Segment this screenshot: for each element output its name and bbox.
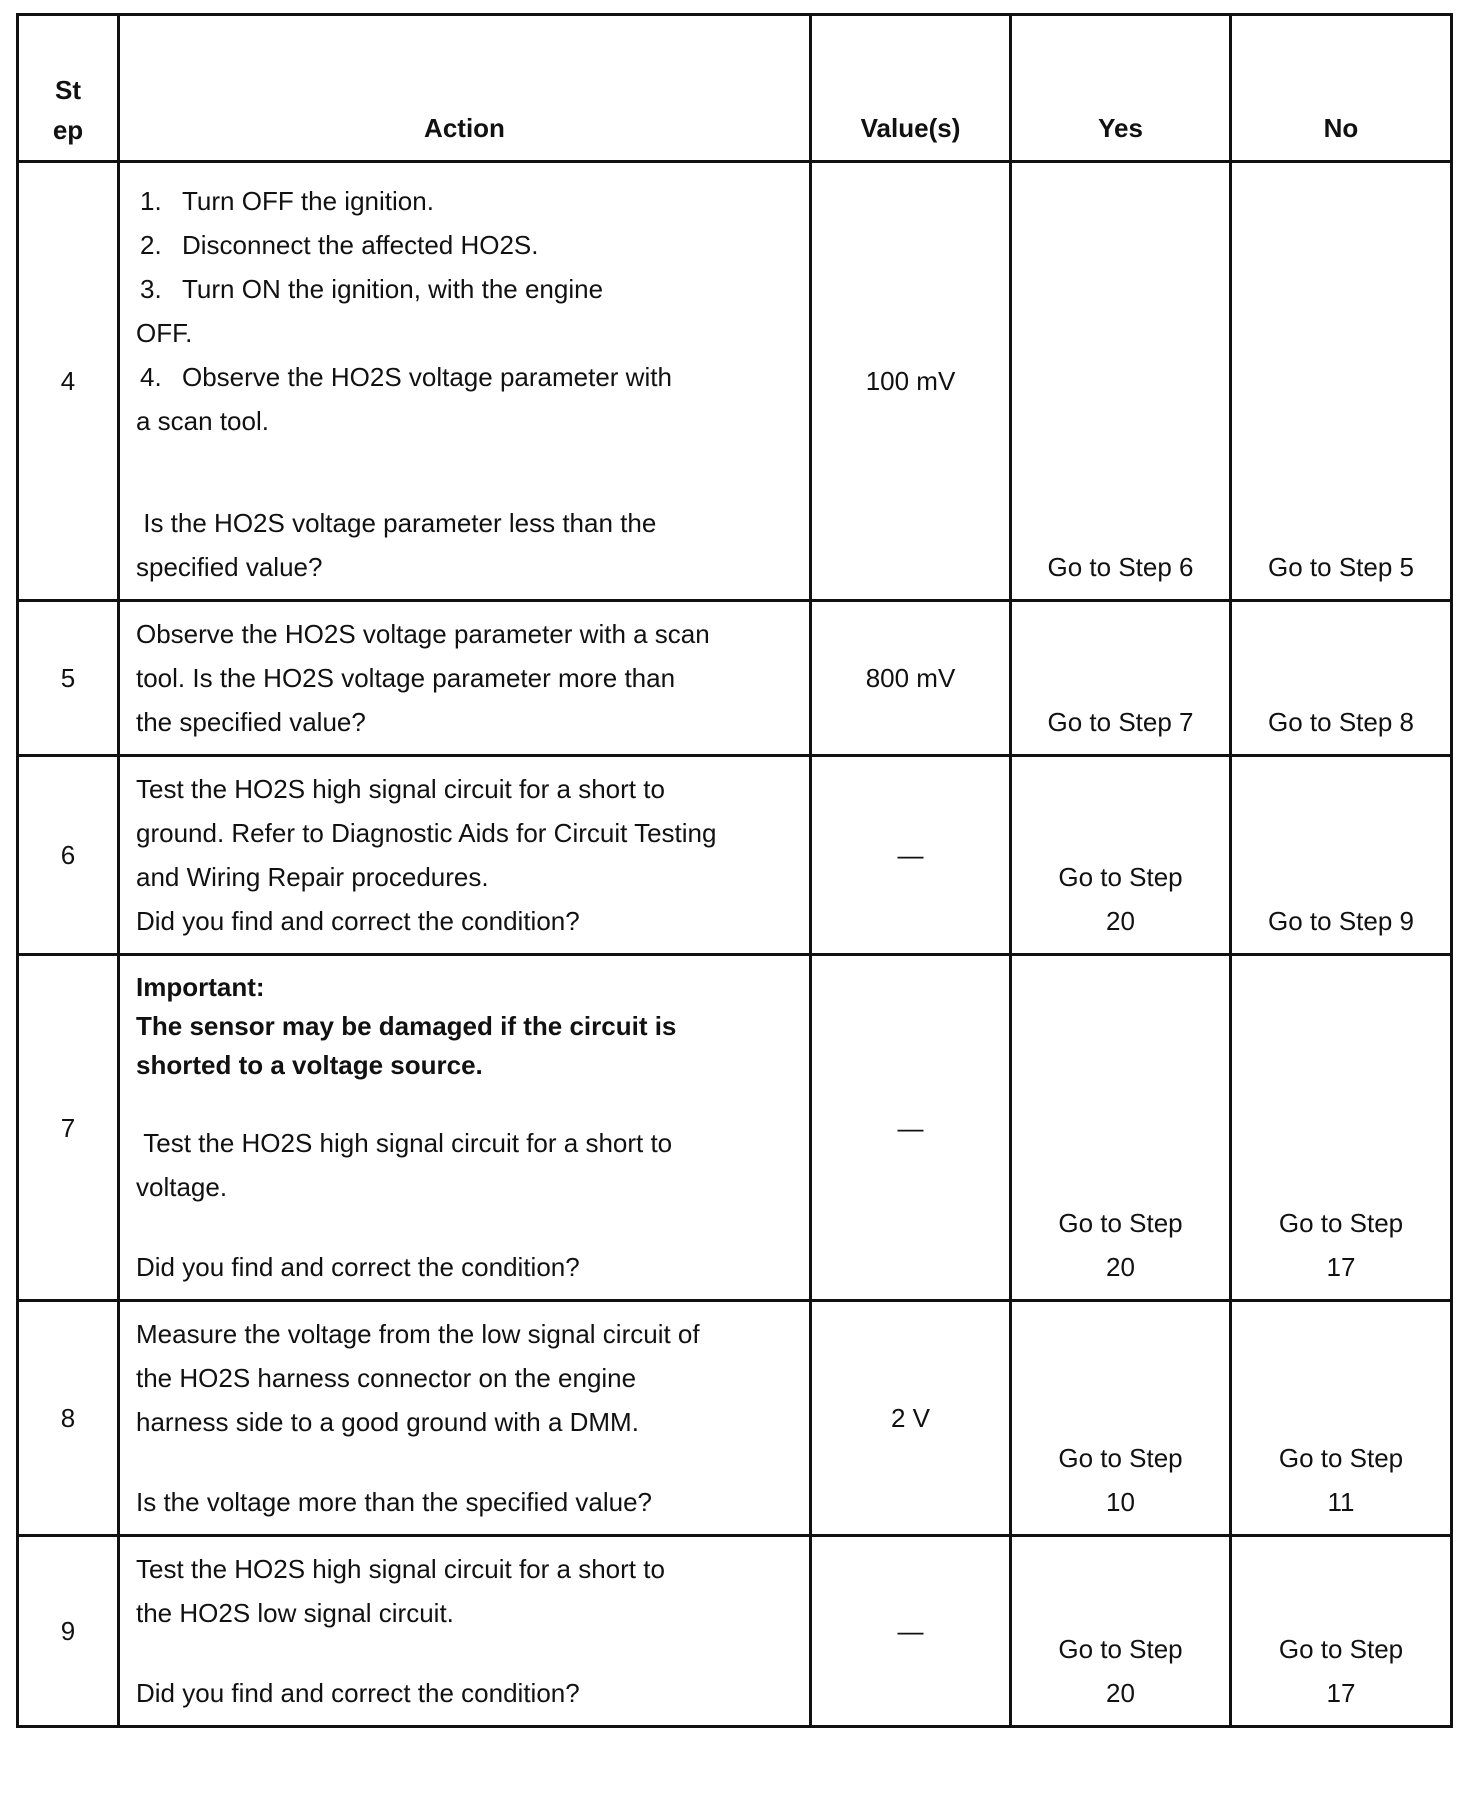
yes-cell [1011,601,1231,756]
no-cell [1231,1301,1452,1536]
table-row [18,756,1452,955]
value-cell: 800 mV [811,601,1011,756]
action-text: Test the HO2S high signal circuit for a short to the HO2S low signal circuit. [136,1554,665,1628]
step-number: 5 [18,601,119,756]
important-text: The sensor may be damaged if the circuit is shorted to a voltage source. [136,1011,677,1080]
yes-link[interactable]: Go to Step 10 [1058,1443,1183,1517]
yes-cell [1011,1536,1231,1727]
header-yes: Yes [1011,15,1231,162]
step-number: 6 [18,756,119,955]
table-row [18,162,1452,601]
no-link[interactable]: Go to Step 17 [1278,1634,1404,1708]
action-question: Did you find and correct the condition? [136,1678,580,1708]
value-cell: — [811,1536,1011,1727]
action-text: Test the HO2S high signal circuit for a short to voltage. [136,1128,673,1202]
no-cell [1231,162,1452,601]
action-cell [119,756,811,955]
no-link[interactable]: Go to Step 9 [1268,906,1414,936]
spacer [136,1209,795,1245]
action-cell [119,162,811,601]
action-line [136,179,795,223]
header-no: No [1231,15,1452,162]
no-link[interactable]: Go to Step 8 [1268,707,1414,737]
action-cell [119,1536,811,1727]
yes-link[interactable]: Go to Step 6 [1047,552,1194,582]
header-row [18,15,1452,162]
list-text: Turn ON the ignition, with the engine [182,274,604,304]
action-cell [119,1301,811,1536]
action-question: Did you find and correct the condition? [136,1252,580,1282]
no-cell [1231,601,1452,756]
action-cell [119,601,811,756]
table-row [18,955,1452,1301]
value-cell: 100 mV [811,162,1011,601]
action-line [136,267,795,311]
step-number: 7 [18,955,119,1301]
table-row [18,1536,1452,1727]
list-text: Observe the HO2S voltage parameter with [182,362,672,392]
list-text: Turn OFF the ignition. [182,186,434,216]
action-question: Is the HO2S voltage parameter less than the specified value? [136,508,657,582]
action-text: Observe the HO2S voltage parameter with a scan tool. Is the HO2S voltage parameter more than the specified value? [136,619,710,737]
action-line [136,355,795,399]
list-number: 3. [140,274,162,304]
no-cell [1231,955,1452,1301]
table-row [18,1301,1452,1536]
yes-link[interactable]: Go to Step 20 [1058,1208,1183,1282]
yes-cell [1011,1301,1231,1536]
spacer [136,443,795,501]
action-text: Test the HO2S high signal circuit for a short to ground. Refer to Diagnostic Aids for Circuit Testing and Wiring Repair procedures. Did you find and correct the condition? [136,774,717,936]
action-cell [119,955,811,1301]
list-number: 2. [140,230,162,260]
spacer [136,1085,795,1121]
action-line: OFF. [136,318,193,348]
important-label: Important: [136,972,265,1002]
action-line: a scan tool. [136,406,269,436]
no-cell [1231,1536,1452,1727]
header-step [18,15,119,162]
step-number: 4 [18,162,119,601]
no-link[interactable]: Go to Step 5 [1268,552,1414,582]
yes-cell [1011,162,1231,601]
step-number: 8 [18,1301,119,1536]
header-values: Value(s) [811,15,1011,162]
spacer [136,1444,795,1480]
action-question: Is the voltage more than the specified value? [136,1487,652,1517]
yes-link[interactable]: Go to Step 20 [1058,862,1183,936]
yes-cell [1011,756,1231,955]
yes-link[interactable]: Go to Step 7 [1047,707,1194,737]
table-row [18,601,1452,756]
list-number: 1. [140,186,162,216]
no-link[interactable]: Go to Step 11 [1278,1443,1404,1517]
value-cell: — [811,756,1011,955]
spacer [136,1635,795,1671]
yes-cell [1011,955,1231,1301]
no-link[interactable]: Go to Step 17 [1278,1208,1404,1282]
action-text: Measure the voltage from the low signal circuit of the HO2S harness connector on the engine harness side to a good ground with a DMM. [136,1319,700,1437]
yes-link[interactable]: Go to Step 20 [1058,1634,1183,1708]
step-number: 9 [18,1536,119,1727]
header-step-label: St ep [52,75,84,145]
header-action: Action [119,15,811,162]
no-cell [1231,756,1452,955]
action-line [136,223,795,267]
diagnostic-table [16,13,1453,1728]
value-cell: 2 V [811,1301,1011,1536]
list-text: Disconnect the affected HO2S. [182,230,539,260]
list-number: 4. [140,362,162,392]
value-cell: — [811,955,1011,1301]
